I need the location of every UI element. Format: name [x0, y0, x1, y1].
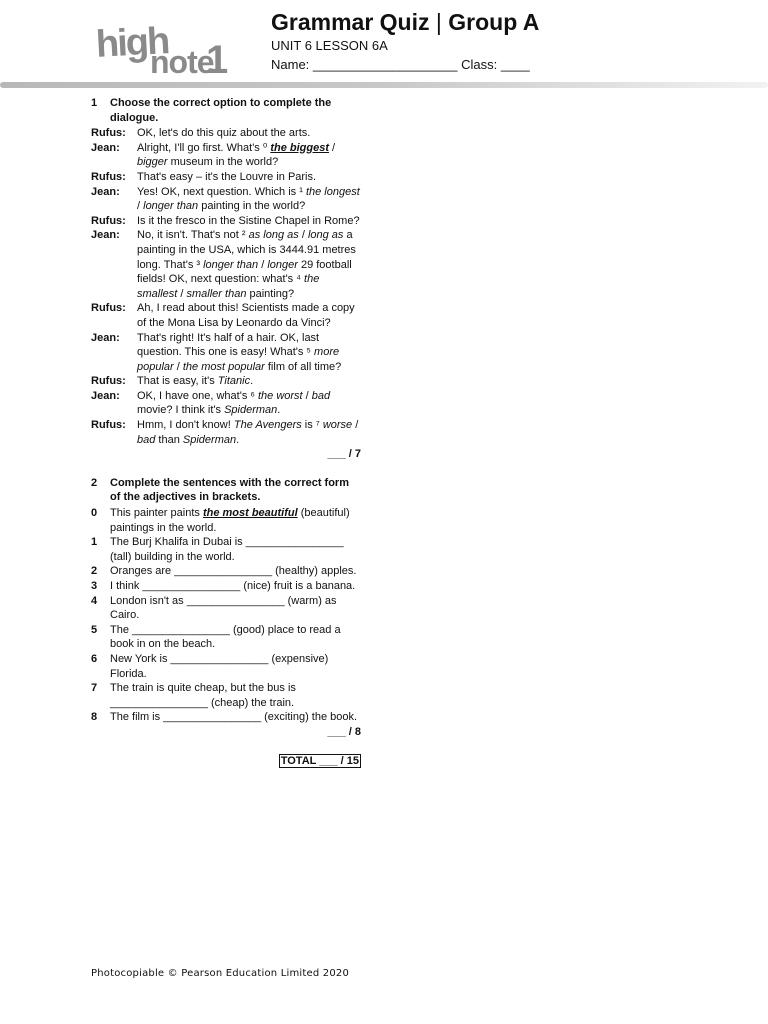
text-run: Alright, I'll go first. What's ⁰ [137, 141, 271, 154]
speaker-name: Rufus: [91, 170, 126, 183]
dialogue-text [137, 214, 361, 229]
text-run: Oranges are ________________ (healthy) apples. [110, 565, 357, 578]
dialogue-text [137, 185, 361, 214]
example-answer: the most beautiful [202, 507, 298, 520]
dialogue-text [137, 331, 361, 375]
example-answer: the biggest [270, 141, 329, 154]
dialogue-text [137, 126, 361, 141]
text-run: No, it isn't. That's not ² [137, 229, 249, 242]
option-text: Titanic [217, 375, 251, 388]
dialogue-text [137, 141, 361, 170]
text-run: painting? [246, 287, 295, 300]
dialogue-text [137, 170, 361, 185]
sentence-item [91, 579, 361, 594]
sentence-item [91, 681, 361, 710]
question-instruction: Choose the correct option to complete the dialogue. [110, 97, 332, 124]
option-text: bad [137, 433, 156, 446]
sentence-text [110, 681, 361, 710]
title-separator: | [435, 9, 442, 35]
option-text: The Avengers [233, 419, 302, 432]
copyright-footer: Photocopiable © Pearson Education Limited 2020 [91, 968, 350, 979]
dialogue-line [91, 301, 361, 330]
question-1-heading [91, 96, 361, 125]
text-run: That's right! It's half of a hair. OK, last question. This one is easy! What's ⁵ [137, 331, 320, 359]
sentence-item [91, 623, 361, 652]
text-run: OK, let's do this quiz about the arts. [137, 127, 311, 140]
text-run: Is it the fresco in the Sistine Chapel in Rome? [137, 214, 360, 227]
speaker-name: Jean: [91, 331, 120, 344]
speaker-name: Rufus: [91, 127, 126, 140]
page-title [271, 9, 539, 36]
item-number: 8 [91, 711, 98, 724]
dialogue [91, 126, 361, 447]
option-text: the longest [305, 185, 360, 198]
sentence-item [91, 710, 361, 725]
item-number: 4 [91, 594, 98, 607]
text-run: / [298, 229, 308, 242]
dialogue-line [91, 214, 361, 229]
text-run: museum in the world? [167, 156, 279, 169]
sentence-item [91, 594, 361, 623]
sentence-item [91, 652, 361, 681]
dialogue-text [137, 418, 361, 447]
option-text: as long as [248, 229, 299, 242]
speaker-name: Rufus: [91, 302, 126, 315]
sentence-text [110, 506, 361, 535]
text-run: . [250, 375, 254, 388]
text-run: This painter paints [110, 507, 203, 520]
text-run: / [352, 419, 359, 432]
option-text: worse [322, 419, 353, 432]
question-1-score: ___ / 7 [327, 448, 361, 461]
text-run: . [277, 404, 281, 417]
title-quiz: Grammar Quiz [271, 9, 430, 35]
text-run: painting in the world? [198, 200, 306, 213]
total-score-box: TOTAL ___ / 15 [280, 754, 359, 767]
text-run: The train is quite cheap, but the bus is ________________ (cheap) the train. [110, 682, 296, 709]
text-run: film of all time? [264, 360, 342, 373]
dialogue-text [137, 389, 361, 418]
option-text: more popular [137, 346, 340, 373]
text-run: The ________________ (good) place to read a book in on the beach. [110, 623, 341, 651]
speaker-name: Jean: [91, 389, 120, 402]
text-run: The film is ________________ (exciting) the book. [110, 711, 358, 724]
text-run: London isn't as ________________ (warm) as Cairo. [110, 594, 337, 622]
option-text: longer [267, 258, 298, 271]
text-run: I think ________________ (nice) fruit is a banana. [110, 580, 356, 592]
text-run: (beautiful) paintings in the world. [110, 507, 350, 534]
sentence-item [91, 506, 361, 535]
speaker-name: Jean: [91, 185, 120, 198]
total-score [91, 754, 361, 769]
speaker-name: Rufus: [91, 419, 126, 432]
text-run: . [236, 433, 240, 446]
option-text: smaller than [186, 287, 247, 300]
text-run: The Burj Khalifa in Dubai is ________________ (tall) building in the world. [110, 536, 344, 563]
text-run: / [177, 287, 187, 300]
item-number: 6 [91, 652, 98, 665]
option-text: bad [311, 389, 331, 402]
text-run: Hmm, I don't know! [137, 419, 234, 432]
text-run: / [328, 141, 336, 154]
item-number: 2 [91, 565, 98, 578]
option-text: Spiderman [182, 433, 237, 446]
item-number: 0 [91, 507, 98, 520]
speaker-name: Jean: [91, 141, 120, 154]
logo-word-note: note [150, 44, 214, 80]
text-run: movie? I think it's [137, 404, 225, 417]
dialogue-line [91, 126, 361, 141]
text-run: That is easy, it's [137, 375, 218, 388]
question-number: 2 [91, 476, 98, 489]
text-run: / [258, 258, 268, 271]
text-run: New York is ________________ (expensive) Florida. [110, 652, 329, 680]
option-text: longer than [203, 258, 259, 271]
text-run: Yes! OK, next question. Which is ¹ [137, 185, 306, 198]
text-run: OK, I have one, what's ⁶ [137, 389, 258, 402]
speaker-name: Jean: [91, 229, 120, 242]
sentence-list [91, 506, 361, 725]
sentence-text [110, 652, 361, 681]
question-instruction: Complete the sentences with the correct form of the adjectives in brackets. [110, 476, 349, 504]
name-class-line: Name: ____________________ Class: ____ [271, 57, 530, 72]
high-note-logo [94, 22, 239, 82]
quiz-content [91, 96, 361, 768]
dialogue-line [91, 374, 361, 389]
item-number: 3 [91, 580, 98, 592]
option-text: the worst [257, 389, 303, 402]
text-run: / [173, 360, 183, 373]
dialogue-text [137, 228, 361, 301]
dialogue-line [91, 228, 361, 301]
sentence-text [110, 579, 361, 594]
sentence-text [110, 623, 361, 652]
header-divider [0, 82, 768, 88]
item-number: 5 [91, 623, 98, 636]
dialogue-line [91, 389, 361, 418]
logo-level-number: 1 [206, 38, 229, 82]
logo-word-high: high [94, 20, 170, 66]
dialogue-line [91, 185, 361, 214]
dialogue-line [91, 141, 361, 170]
unit-lesson: UNIT 6 LESSON 6A [271, 38, 388, 53]
dialogue-line [91, 331, 361, 375]
speaker-name: Rufus: [91, 214, 126, 227]
text-run: / [137, 200, 144, 213]
item-number: 1 [91, 536, 98, 549]
dialogue-line [91, 418, 361, 447]
speaker-name: Rufus: [91, 375, 126, 388]
sentence-text [110, 710, 361, 725]
text-run: a painting in the USA, which is 3444.91 metres long. That's ³ [137, 229, 356, 271]
option-text: the most popular [182, 360, 265, 373]
text-run: 29 football fields! OK, next question: what's ⁴ [137, 258, 352, 286]
option-text: longer than [143, 200, 199, 213]
dialogue-line [91, 170, 361, 185]
title-group: Group A [448, 9, 540, 35]
option-text: bigger [137, 156, 168, 169]
text-run: than [155, 433, 183, 446]
text-run: is ⁷ [301, 419, 323, 432]
option-text: Spiderman [224, 404, 278, 417]
text-run: / [302, 389, 312, 402]
sentence-text [110, 564, 361, 579]
question-2-heading [91, 476, 361, 505]
sentence-item [91, 564, 361, 579]
option-text: the smallest [137, 273, 320, 300]
text-run: That's easy – it's the Louvre in Paris. [137, 170, 317, 183]
sentence-item [91, 535, 361, 564]
question-number: 1 [91, 97, 98, 109]
sentence-text [110, 594, 361, 623]
text-run: Ah, I read about this! Scientists made a copy of the Mona Lisa by Leonardo da Vinci? [137, 302, 355, 329]
item-number: 7 [91, 682, 98, 695]
dialogue-text [137, 374, 361, 389]
sentence-text [110, 535, 361, 564]
dialogue-text [137, 301, 361, 330]
option-text: long as [307, 229, 344, 242]
question-2-score: ___ / 8 [327, 725, 361, 738]
